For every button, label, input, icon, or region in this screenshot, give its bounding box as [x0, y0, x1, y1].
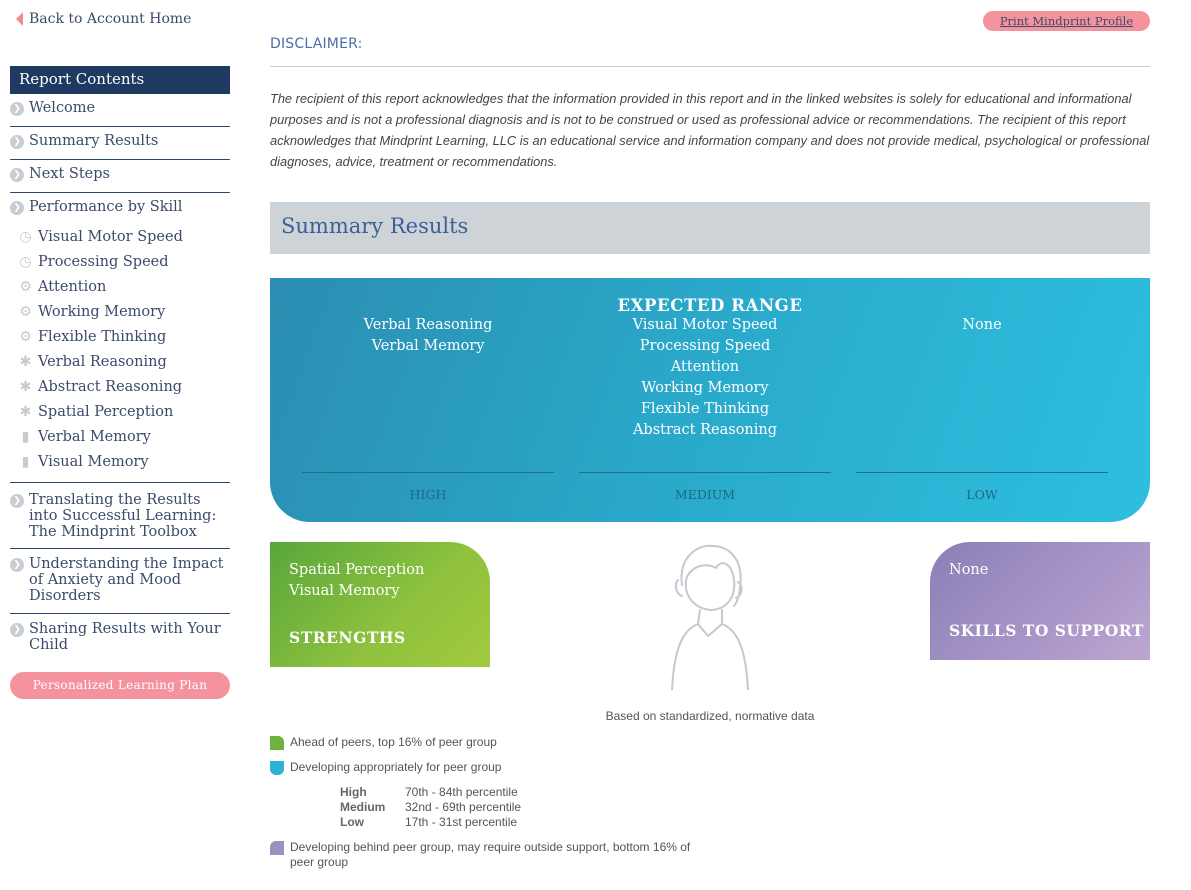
summary-header-bar [270, 202, 1150, 254]
nav-label: Welcome [29, 100, 96, 116]
skill-item-processing-speed[interactable] [18, 254, 169, 270]
bookmark-icon: ▮ [21, 429, 30, 445]
range-item: Attention [670, 359, 740, 375]
chevron-right-icon: ❯ [10, 201, 24, 215]
support-label: SKILLS TO SUPPORT [949, 621, 1144, 640]
percentile-table [340, 785, 521, 830]
percentile-range: 17th - 31st percentile [405, 815, 518, 829]
range-item: Flexible Thinking [640, 401, 770, 417]
legend-developing [270, 760, 501, 775]
medium-range-list [579, 315, 831, 441]
puzzle-icon: ✱ [19, 354, 32, 370]
range-item: Verbal Reasoning [363, 317, 493, 333]
legend-text: Developing behind peer group, may require outside support, bottom 16% of peer group [290, 840, 691, 869]
legend-behind [270, 840, 710, 870]
strength-item: Spatial Perception [289, 562, 425, 578]
disclaimer-divider [270, 66, 1150, 67]
chevron-right-icon: ❯ [10, 494, 24, 508]
nav-item-performance[interactable] [10, 199, 230, 219]
skill-item-attention[interactable] [18, 279, 106, 295]
range-item: Working Memory [641, 380, 769, 396]
skill-item-verbal-reasoning[interactable] [18, 354, 167, 370]
disclaimer-title: DISCLAIMER: [270, 36, 363, 52]
range-item: Verbal Memory [371, 338, 485, 354]
skill-label: Processing Speed [38, 254, 169, 270]
legend-ahead [270, 735, 497, 750]
puzzle-icon: ✱ [19, 379, 32, 395]
student-figure-icon [660, 540, 760, 690]
skill-item-spatial-perception[interactable] [18, 404, 173, 420]
nav-item-translating[interactable] [10, 482, 230, 549]
skill-label: Attention [38, 279, 107, 295]
strengths-card [270, 542, 490, 667]
chevron-right-icon: ❯ [10, 558, 24, 572]
nav-label: Understanding the Impact of Anxiety and Mood Disorders [29, 556, 224, 604]
puzzle-icon: ✱ [19, 404, 32, 420]
strengths-label: STRENGTHS [289, 628, 406, 647]
nav-item-anxiety[interactable] [10, 556, 230, 614]
high-label: HIGH [409, 487, 447, 502]
chevron-right-icon: ❯ [10, 623, 24, 637]
range-divider [302, 472, 554, 473]
skill-label: Visual Motor Speed [38, 229, 183, 245]
percentile-name: Medium [340, 800, 386, 814]
bookmark-icon: ▮ [21, 454, 30, 470]
clock-icon: ◷ [19, 229, 32, 245]
back-to-account-link[interactable] [16, 11, 191, 27]
summary-title: Summary Results [281, 214, 469, 238]
disclaimer-text: The recipient of this report acknowledges that the information provided in this report and in the linked websites is solely for educational and informational purposes and is not a professional diagnosis and is not to be construed or used as professional advice or recommendations. The recipient of this report acknowledges that Mindprint Learning, LLC is an educational service and information company and does not provide medical, psychological or professional diagnoses, advice, treatment or recommendations. [270, 91, 1150, 169]
low-range-list [856, 315, 1108, 336]
nav-item-next-steps[interactable] [10, 166, 230, 193]
percentile-row [340, 785, 521, 800]
range-item: None [962, 317, 1002, 333]
range-item: Processing Speed [639, 338, 771, 354]
nav-item-summary[interactable] [10, 133, 230, 160]
skill-label: Verbal Memory [38, 429, 151, 445]
percentile-range: 32nd - 69th percentile [405, 800, 522, 814]
chevron-right-icon: ❯ [10, 135, 24, 149]
skill-item-verbal-memory[interactable] [18, 429, 151, 445]
medium-label: MEDIUM [674, 487, 736, 502]
report-contents-header: Report Contents [10, 66, 230, 94]
chevron-right-icon: ❯ [10, 102, 24, 116]
chevron-right-icon: ❯ [10, 168, 24, 182]
nav-item-sharing[interactable] [10, 621, 230, 661]
skill-item-visual-memory[interactable] [18, 454, 149, 470]
legend-text: Developing appropriately for peer group [290, 760, 502, 774]
skill-item-working-memory[interactable] [18, 304, 165, 320]
back-link-label: Back to Account Home [29, 11, 192, 27]
nav-label: Summary Results [29, 133, 159, 149]
skill-item-visual-motor-speed[interactable] [18, 229, 183, 245]
expected-range-panel [270, 278, 1150, 522]
range-item: Abstract Reasoning [632, 422, 778, 438]
strength-item: Visual Memory [289, 583, 400, 599]
nav-item-welcome[interactable] [10, 100, 230, 127]
gear-icon: ⚙ [19, 329, 32, 345]
legend-text: Ahead of peers, top 16% of peer group [290, 735, 497, 749]
skill-label: Flexible Thinking [38, 329, 167, 345]
skill-label: Working Memory [38, 304, 166, 320]
nav-label: Performance by Skill [29, 199, 183, 215]
nav-label: Sharing Results with Your Child [29, 621, 221, 653]
percentile-name: Low [340, 815, 364, 829]
nav-label: Translating the Results into Successful Learning: The Mindprint Toolbox [29, 492, 217, 540]
normative-data-note: Based on standardized, normative data [605, 709, 815, 723]
purple-swatch-icon [270, 841, 284, 855]
percentile-row [340, 800, 521, 815]
skill-label: Abstract Reasoning [38, 379, 183, 395]
range-divider [856, 472, 1108, 473]
skills-to-support-card [930, 542, 1150, 660]
expected-range-heading: EXPECTED RANGE [617, 296, 803, 315]
range-item: Visual Motor Speed [632, 317, 778, 333]
skill-label: Verbal Reasoning [38, 354, 167, 370]
back-arrow-icon [16, 12, 23, 26]
percentile-row [340, 815, 521, 830]
print-profile-button[interactable]: Print Mindprint Profile [983, 11, 1150, 31]
clock-icon: ◷ [19, 254, 32, 270]
support-item: None [949, 562, 989, 578]
skill-label: Visual Memory [38, 454, 149, 470]
green-swatch-icon [270, 736, 284, 750]
skill-item-flexible-thinking[interactable] [18, 329, 166, 345]
blue-swatch-icon [270, 761, 284, 775]
gear-icon: ⚙ [19, 304, 32, 320]
personalized-learning-plan-button[interactable]: Personalized Learning Plan [10, 672, 230, 699]
gear-icon: ⚙ [19, 279, 32, 295]
nav-label: Next Steps [29, 166, 110, 182]
skill-label: Spatial Perception [38, 404, 174, 420]
skill-item-abstract-reasoning[interactable] [18, 379, 182, 395]
low-label: LOW [966, 487, 998, 502]
percentile-range: 70th - 84th percentile [405, 785, 518, 799]
support-list [949, 560, 988, 581]
high-range-list [302, 315, 554, 357]
range-divider [579, 472, 831, 473]
strengths-list [289, 560, 424, 602]
percentile-name: High [340, 785, 367, 799]
